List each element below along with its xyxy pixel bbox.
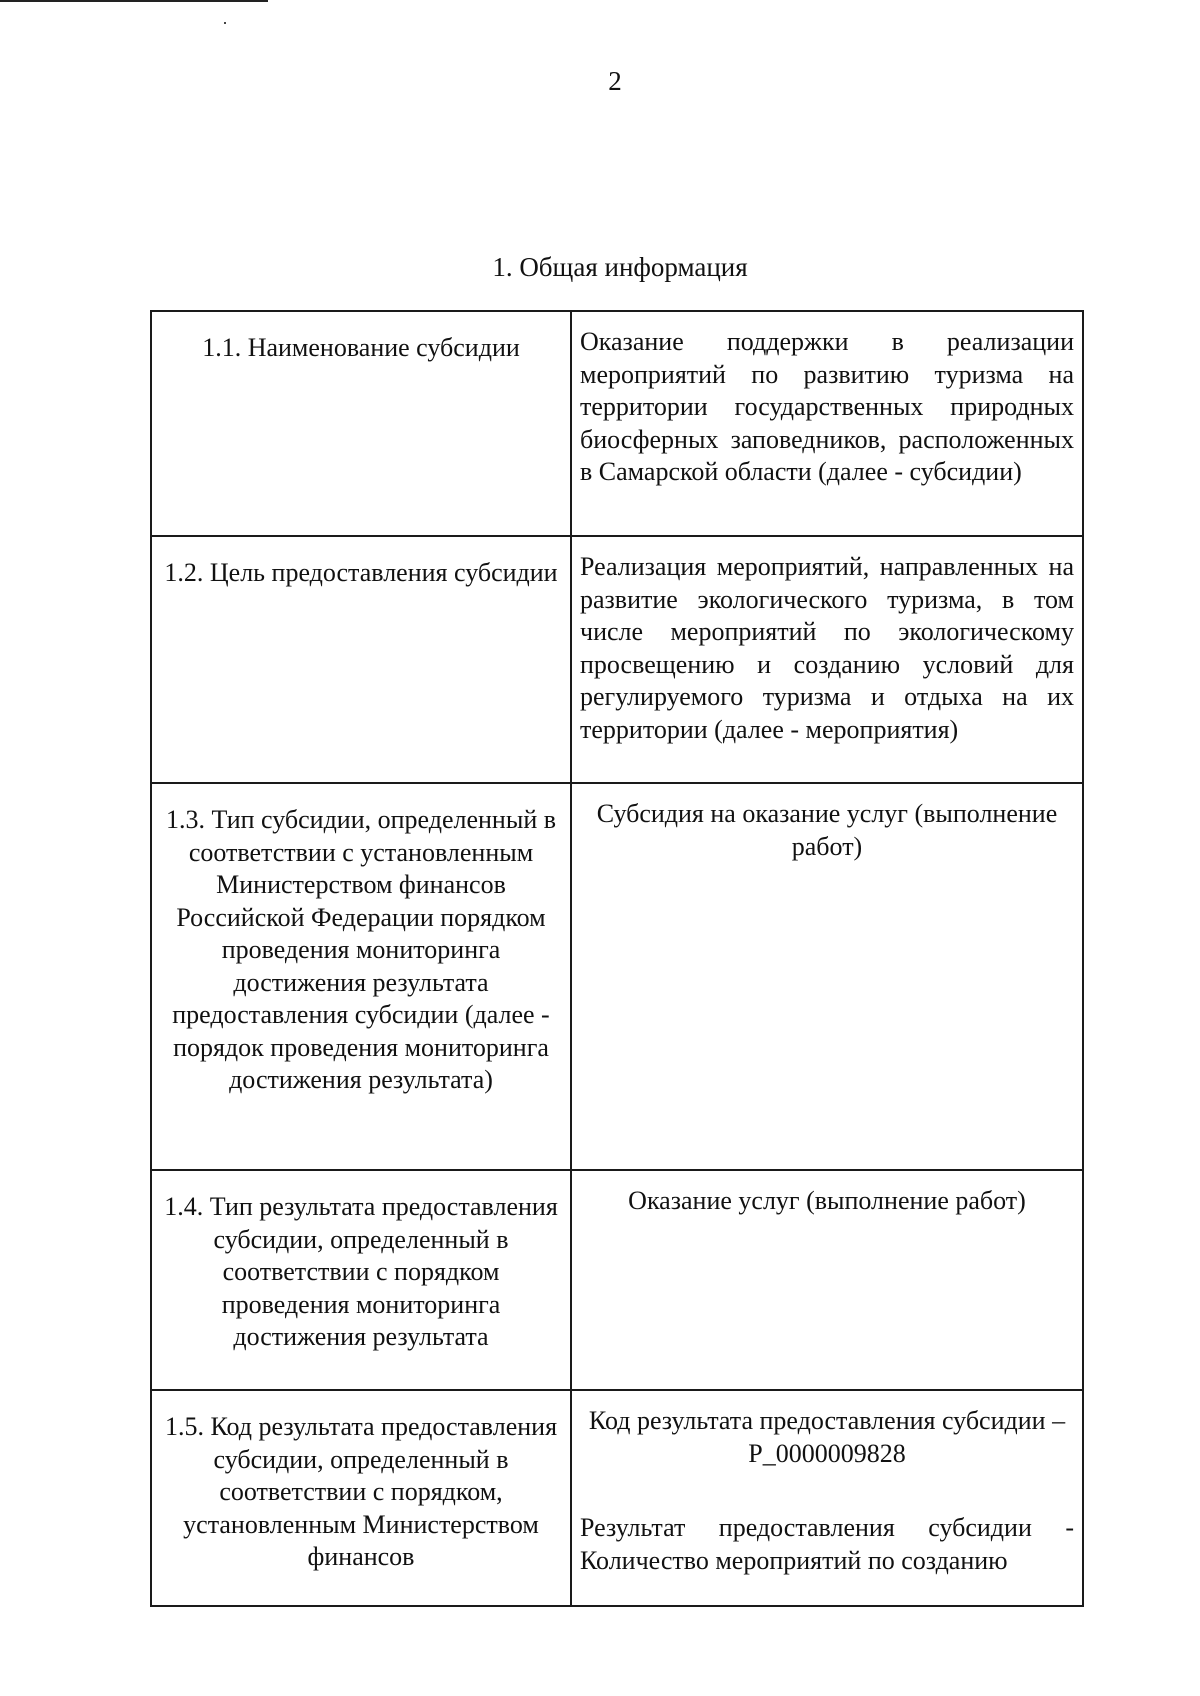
row-value: Оказание услуг (выполнение работ) xyxy=(628,1186,1026,1215)
row-label: 1.2. Цель предоставления субсидии xyxy=(164,558,558,587)
section-title: 1. Общая информация xyxy=(492,252,748,282)
top-rule xyxy=(0,0,268,2)
row-label: 1.3. Тип субсидии, определенный в соответствии с установленным Министерством финансов Российской Федерации порядком проведения мониторинга достижения результата предоставления субсидии (далее - порядок проведения мониторинга достижения результата) xyxy=(165,805,557,1094)
row-value-cell xyxy=(571,783,1083,1170)
table-row xyxy=(151,1390,1083,1606)
row-label: 1.4. Тип результата предоставления субсидии, определенный в соответствии с порядком проведения мониторинга достижения результата xyxy=(164,1192,558,1351)
page-number: 2 xyxy=(608,66,622,96)
row-label: 1.1. Наименование субсидии xyxy=(202,333,520,362)
row-value: Реализация мероприятий, направленных на развитие экологического туризма, в том числе мероприятий по экологическому просвещению и созданию условий для регулируемого туризма и отдыха на их территории (далее - мероприятия) xyxy=(580,552,1074,744)
row-label-cell xyxy=(151,311,571,536)
row-value-cell xyxy=(571,1390,1083,1606)
row-value: Субсидия на оказание услуг (выполнение работ) xyxy=(596,799,1058,861)
row-label-cell xyxy=(151,783,571,1170)
general-info-table xyxy=(150,310,1084,1607)
table-row xyxy=(151,311,1083,536)
row-value-cell xyxy=(571,311,1083,536)
row-value-cell xyxy=(571,536,1083,783)
row-label-cell xyxy=(151,1390,571,1606)
scan-speck xyxy=(224,22,226,24)
table-row xyxy=(151,783,1083,1170)
row-label-cell xyxy=(151,536,571,783)
row-value: Код результата предоставления субсидии – Р_0000009828 xyxy=(588,1406,1066,1468)
row-label: 1.5. Код результата предоставления субсидии, определенный в соответствии с порядком, установленным Министерством финансов xyxy=(164,1412,558,1571)
table-row xyxy=(151,1170,1083,1390)
spacer xyxy=(572,1480,1082,1512)
row-label-cell xyxy=(151,1170,571,1390)
table-row xyxy=(151,536,1083,783)
row-value-cell xyxy=(571,1170,1083,1390)
row-value-extra: Результат предоставления субсидии - Количество мероприятий по созданию xyxy=(580,1513,1074,1575)
row-value: Оказание поддержки в реализации мероприятий по развитию туризма на территории государственных природных биосферных заповедников, расположенных в Самарской области (далее - субсидии) xyxy=(580,327,1074,486)
